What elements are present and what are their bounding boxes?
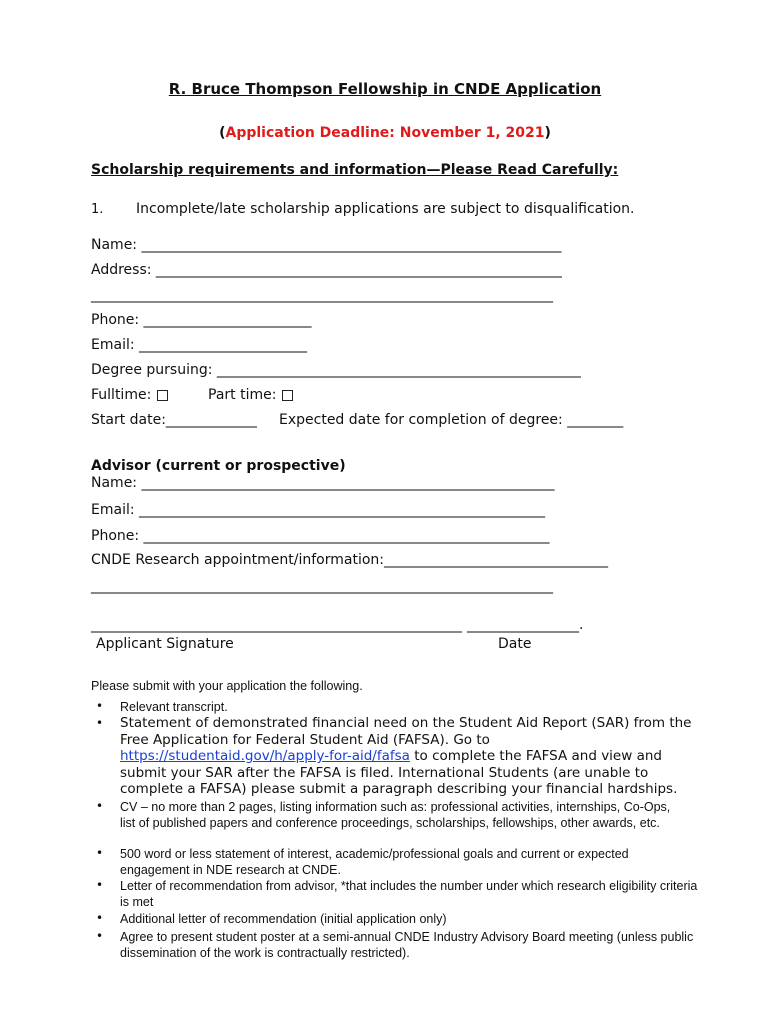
bullet-icon: • [96, 846, 104, 860]
signature-line[interactable]: _____________________________________________________ [91, 617, 462, 633]
bullet-icon: • [96, 699, 104, 713]
parttime-label: Part time: [208, 387, 277, 403]
advisor-email-field[interactable]: Email: __________________________________________________________ [91, 502, 546, 518]
bullet-icon: • [96, 878, 104, 892]
item-additional-letter: Additional letter of recommendation (initial application only) [120, 912, 447, 926]
signature-label: Applicant Signature [96, 636, 234, 652]
fafsa-link[interactable]: https://studentaid.gov/h/apply-for-aid/fafsa [120, 748, 410, 764]
cnde-research-field[interactable]: CNDE Research appointment/information:________________________________ [91, 552, 609, 568]
submit-intro: Please submit with your application the following. [91, 679, 363, 693]
date-label: Date [498, 636, 532, 652]
bullet-icon: • [96, 799, 104, 813]
applicant-address-line2[interactable]: __________________________________________________________________ [91, 287, 553, 303]
applicant-phone-field[interactable]: Phone: ________________________ [91, 312, 312, 328]
fulltime-checkbox[interactable] [157, 390, 168, 401]
item-financial-need [120, 715, 695, 798]
advisor-heading: Advisor (current or prospective) [91, 458, 346, 474]
expected-completion-field[interactable]: Expected date for completion of degree: ________ [279, 412, 624, 428]
item-advisor-letter: Letter of recommendation from advisor, *that includes the number under which research eligibility criteria is met [120, 879, 698, 909]
item-statement: 500 word or less statement of interest, academic/professional goals and current or expected engagement in NDE research at CNDE. [120, 847, 629, 877]
sar-text-after: to complete the FAFSA and view and submit your SAR after the FAFSA is filed. International Students (are unable to complete a FAFSA) please submit a paragraph describing your financial hardships. [120, 748, 678, 797]
applicant-name-field[interactable]: Name: ____________________________________________________________ [91, 237, 562, 253]
date-line[interactable]: ________________. [467, 617, 584, 633]
applicant-address-field[interactable]: Address: __________________________________________________________ [91, 262, 562, 278]
bullet-icon: • [96, 929, 104, 943]
rule-number: 1. [91, 202, 104, 217]
deadline-text: Application Deadline: November 1, 2021 [225, 125, 545, 141]
form-title: R. Bruce Thompson Fellowship in CNDE Application [168, 80, 602, 98]
advisor-phone-field[interactable]: Phone: __________________________________________________________ [91, 528, 550, 544]
item-poster: Agree to present student poster at a semi-annual CNDE Industry Advisory Board meeting (unless public dissemination of the work is contractually restricted). [120, 930, 694, 960]
deadline-open-paren: ( [219, 125, 226, 141]
advisor-name-field[interactable]: Name: ___________________________________________________________ [91, 475, 555, 491]
cnde-research-line2[interactable]: __________________________________________________________________ [91, 578, 553, 594]
bullet-icon: • [96, 716, 104, 730]
requirements-heading: Scholarship requirements and information—Please Read Carefully: [91, 162, 619, 178]
parttime-option [208, 387, 293, 403]
sar-text-before: Statement of demonstrated financial need on the Student Aid Report (SAR) from the Free Application for Federal Student Aid (FAFSA). Go to [120, 715, 692, 748]
start-date-field[interactable]: Start date:_____________ [91, 412, 257, 428]
item-cv: CV – no more than 2 pages, listing information such as: professional activities, internships, Co-Ops, list of published papers and conference proceedings, scholarships, fellowships, other awards, etc. [120, 800, 671, 830]
fulltime-option [91, 387, 168, 403]
bullet-icon: • [96, 911, 104, 925]
degree-pursuing-field[interactable]: Degree pursuing: ____________________________________________________ [91, 362, 581, 378]
rule-text: Incomplete/late scholarship applications are subject to disqualification. [136, 201, 635, 217]
applicant-email-field[interactable]: Email: ________________________ [91, 337, 308, 353]
deadline-close-paren: ) [544, 125, 551, 141]
fulltime-label: Fulltime: [91, 387, 152, 403]
deadline-notice [0, 125, 770, 141]
item-transcript: Relevant transcript. [120, 700, 228, 714]
parttime-checkbox[interactable] [282, 390, 293, 401]
